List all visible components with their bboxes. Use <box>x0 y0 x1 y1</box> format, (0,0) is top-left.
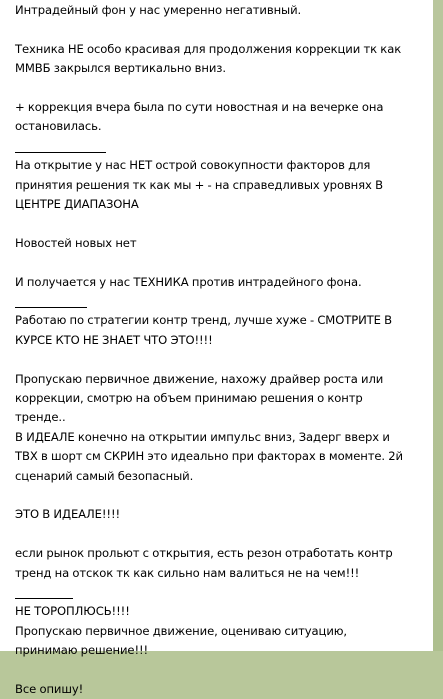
message-line: ЦЕНТРЕ ДИАПАЗОНА <box>15 197 139 212</box>
message-line: ММВБ закрылся вертикально вниз. <box>15 61 226 76</box>
message-line: На открытие у нас НЕТ острой совокупности факторов для <box>15 158 371 173</box>
message-line: ТВХ в шорт см СКРИН это идеально при факторах в моменте. 2й <box>15 449 403 464</box>
message-line: тренд на отскок тк как сильно нам валиться не на чем!!! <box>15 565 360 580</box>
chat-background <box>433 0 443 651</box>
message-line: остановилась. <box>15 119 102 134</box>
message-line: Пропускаю первичное движение, оцениваю ситуацию, <box>15 623 348 638</box>
message-line: принимаю решение!!! <box>15 643 149 658</box>
message-line: КУРСЕ КТО НЕ ЗНАЕТ ЧТО ЭТО!!!! <box>15 332 213 347</box>
message-line: НЕ ТОРОПЛЮСЬ!!!! <box>15 604 130 619</box>
message-line: сценарий самый безопасный. <box>15 468 194 483</box>
message-line: если рынок прольют с открытия, есть резон отработать контр <box>15 546 393 561</box>
message-line: принятия решения тк как мы + - на справедливых уровнях В <box>15 177 383 192</box>
message-line: ЭТО В ИДЕАЛЕ!!!! <box>15 507 121 522</box>
message-text <box>15 1 423 699</box>
message-line: Работаю по стратегии контр тренд, лучше хуже - СМОТРИТЕ В <box>15 313 393 328</box>
message-line: В ИДЕАЛЕ конечно на открытии импульс вниз, Задерг вверх и <box>15 429 390 444</box>
message-line: Пропускаю первичное движение, нахожу драйвер роста или <box>15 371 384 386</box>
divider-line <box>15 152 106 153</box>
divider-line <box>15 598 73 599</box>
message-line: Интрадейный фон у нас умеренно негативный. <box>15 3 302 17</box>
message-line: коррекции, смотрю на объем принимаю решения о контр <box>15 391 363 406</box>
message-line: Новостей новых нет <box>15 235 137 250</box>
message-line: Техника НЕ особо красивая для продолжения коррекции тк как <box>15 41 402 56</box>
message-line: + коррекция вчера была по сути новостная и на вечерке она <box>15 100 384 114</box>
divider-line <box>15 307 87 308</box>
message-line: И получается у нас ТЕХНИКА против интрадейного фона. <box>15 274 362 289</box>
message-line: Все опишу! <box>15 682 84 697</box>
message-line: тренде.. <box>15 410 66 425</box>
